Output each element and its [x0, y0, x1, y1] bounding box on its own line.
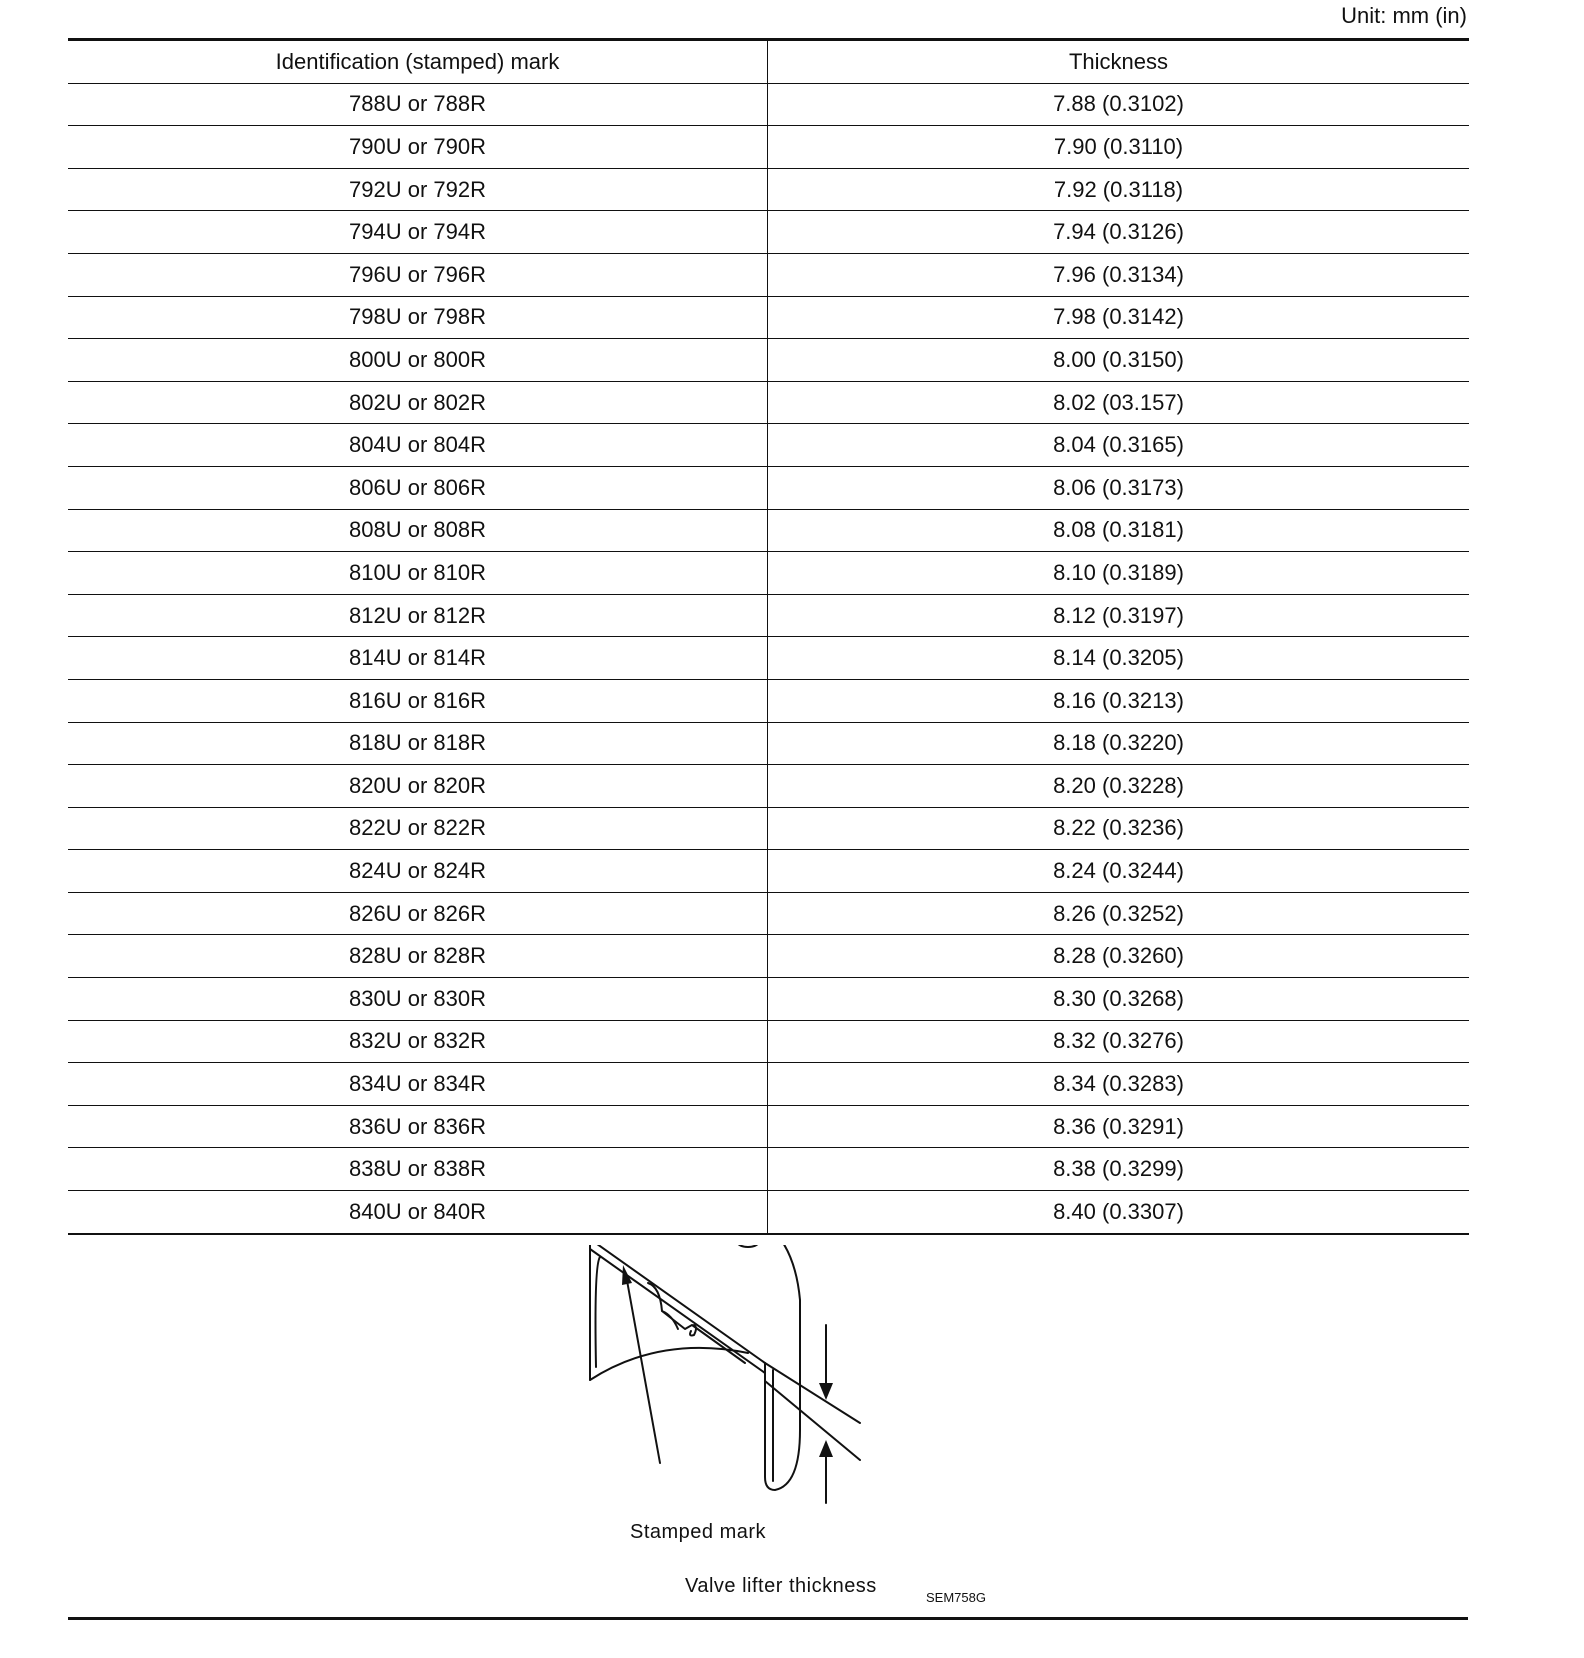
stamped-mark-leader	[626, 1275, 660, 1463]
identification-mark-cell: 840U or 840R	[68, 1191, 768, 1234]
thickness-cell: 8.36 (0.3291)	[768, 1105, 1470, 1148]
identification-mark-cell: 792U or 792R	[68, 168, 768, 211]
lifter-cut-edge-outer	[590, 1245, 765, 1363]
thickness-cell: 7.94 (0.3126)	[768, 211, 1470, 254]
dimension-arrowhead-up	[819, 1440, 833, 1457]
thickness-cell: 8.40 (0.3307)	[768, 1191, 1470, 1234]
table-row	[68, 509, 1469, 552]
lifter-oil-hole	[736, 1245, 760, 1247]
table-row	[68, 722, 1469, 765]
identification-mark-cell: 828U or 828R	[68, 935, 768, 978]
table-row	[68, 850, 1469, 893]
thickness-cell: 8.12 (0.3197)	[768, 594, 1470, 637]
thickness-cell: 8.38 (0.3299)	[768, 1148, 1470, 1191]
thickness-cell: 8.20 (0.3228)	[768, 765, 1470, 808]
identification-mark-cell: 788U or 788R	[68, 83, 768, 126]
thickness-cell: 8.10 (0.3189)	[768, 552, 1470, 595]
thickness-cell: 8.34 (0.3283)	[768, 1063, 1470, 1106]
identification-mark-cell: 822U or 822R	[68, 807, 768, 850]
identification-mark-cell: 834U or 834R	[68, 1063, 768, 1106]
table-row	[68, 1063, 1469, 1106]
identification-mark-cell: 796U or 796R	[68, 253, 768, 296]
table-row	[68, 211, 1469, 254]
header-thickness: Thickness	[768, 40, 1470, 84]
identification-mark-cell: 790U or 790R	[68, 126, 768, 169]
identification-mark-cell: 794U or 794R	[68, 211, 768, 254]
thickness-cell: 8.30 (0.3268)	[768, 978, 1470, 1021]
lifter-cut-edge-inner	[590, 1249, 765, 1373]
identification-mark-cell: 812U or 812R	[68, 594, 768, 637]
identification-mark-cell: 814U or 814R	[68, 637, 768, 680]
lifter-inner-bottom-arc	[590, 1348, 748, 1380]
thickness-cell: 8.00 (0.3150)	[768, 339, 1470, 382]
stamped-mark-label: Stamped mark	[630, 1521, 767, 1543]
identification-mark-cell: 838U or 838R	[68, 1148, 768, 1191]
thickness-cell: 8.28 (0.3260)	[768, 935, 1470, 978]
thickness-cell: 8.16 (0.3213)	[768, 679, 1470, 722]
thickness-cell: 7.92 (0.3118)	[768, 168, 1470, 211]
thickness-cell: 8.26 (0.3252)	[768, 892, 1470, 935]
valve-lifter-thickness-table	[68, 38, 1469, 1235]
valve-lifter-figure	[560, 1245, 1040, 1625]
table-row	[68, 296, 1469, 339]
unit-label: Unit: mm (in)	[1341, 3, 1467, 28]
table-row	[68, 253, 1469, 296]
table-body	[68, 83, 1469, 1234]
identification-mark-cell: 810U or 810R	[68, 552, 768, 595]
valve-lifter-thickness-label: Valve lifter thickness	[685, 1575, 877, 1597]
table-row	[68, 1020, 1469, 1063]
identification-mark-cell: 824U or 824R	[68, 850, 768, 893]
identification-mark-cell: 826U or 826R	[68, 892, 768, 935]
table-row	[68, 978, 1469, 1021]
table-row	[68, 552, 1469, 595]
identification-mark-cell: 818U or 818R	[68, 722, 768, 765]
table-row	[68, 339, 1469, 382]
thickness-cell: 7.96 (0.3134)	[768, 253, 1470, 296]
figure-code: SEM758G	[926, 1590, 986, 1605]
table-row	[68, 637, 1469, 680]
identification-mark-cell: 800U or 800R	[68, 339, 768, 382]
table-row	[68, 765, 1469, 808]
identification-mark-cell: 820U or 820R	[68, 765, 768, 808]
thickness-cell: 8.32 (0.3276)	[768, 1020, 1470, 1063]
header-identification-mark: Identification (stamped) mark	[68, 40, 768, 84]
identification-mark-cell: 802U or 802R	[68, 381, 768, 424]
thickness-cell: 8.06 (0.3173)	[768, 466, 1470, 509]
table-row	[68, 1191, 1469, 1234]
table-row	[68, 381, 1469, 424]
table-row	[68, 807, 1469, 850]
valve-lifter-illustration	[560, 1245, 1040, 1625]
bottom-rule	[68, 1617, 1468, 1620]
thickness-cell: 8.18 (0.3220)	[768, 722, 1470, 765]
identification-mark-cell: 832U or 832R	[68, 1020, 768, 1063]
table-row	[68, 679, 1469, 722]
thickness-cell: 8.02 (03.157)	[768, 381, 1470, 424]
thickness-cell: 8.22 (0.3236)	[768, 807, 1470, 850]
thickness-cell: 8.24 (0.3244)	[768, 850, 1470, 893]
table-header-row	[68, 40, 1469, 84]
table-row	[68, 594, 1469, 637]
thickness-cell: 8.14 (0.3205)	[768, 637, 1470, 680]
table-row	[68, 424, 1469, 467]
thickness-cell: 7.88 (0.3102)	[768, 83, 1470, 126]
thickness-cell: 7.90 (0.3110)	[768, 126, 1470, 169]
thickness-cell: 8.08 (0.3181)	[768, 509, 1470, 552]
table-row	[68, 1105, 1469, 1148]
identification-mark-cell: 798U or 798R	[68, 296, 768, 339]
thickness-cell: 7.98 (0.3142)	[768, 296, 1470, 339]
table-row	[68, 168, 1469, 211]
identification-mark-cell: 830U or 830R	[68, 978, 768, 1021]
identification-mark-cell: 808U or 808R	[68, 509, 768, 552]
table-row	[68, 83, 1469, 126]
table-row	[68, 892, 1469, 935]
identification-mark-cell: 806U or 806R	[68, 466, 768, 509]
identification-mark-cell: 816U or 816R	[68, 679, 768, 722]
thickness-cell: 8.04 (0.3165)	[768, 424, 1470, 467]
identification-mark-cell: 804U or 804R	[68, 424, 768, 467]
table-row	[68, 935, 1469, 978]
table-row	[68, 1148, 1469, 1191]
lifter-left-wall-inner	[596, 1257, 601, 1367]
table-row	[68, 466, 1469, 509]
table-row	[68, 126, 1469, 169]
identification-mark-cell: 836U or 836R	[68, 1105, 768, 1148]
